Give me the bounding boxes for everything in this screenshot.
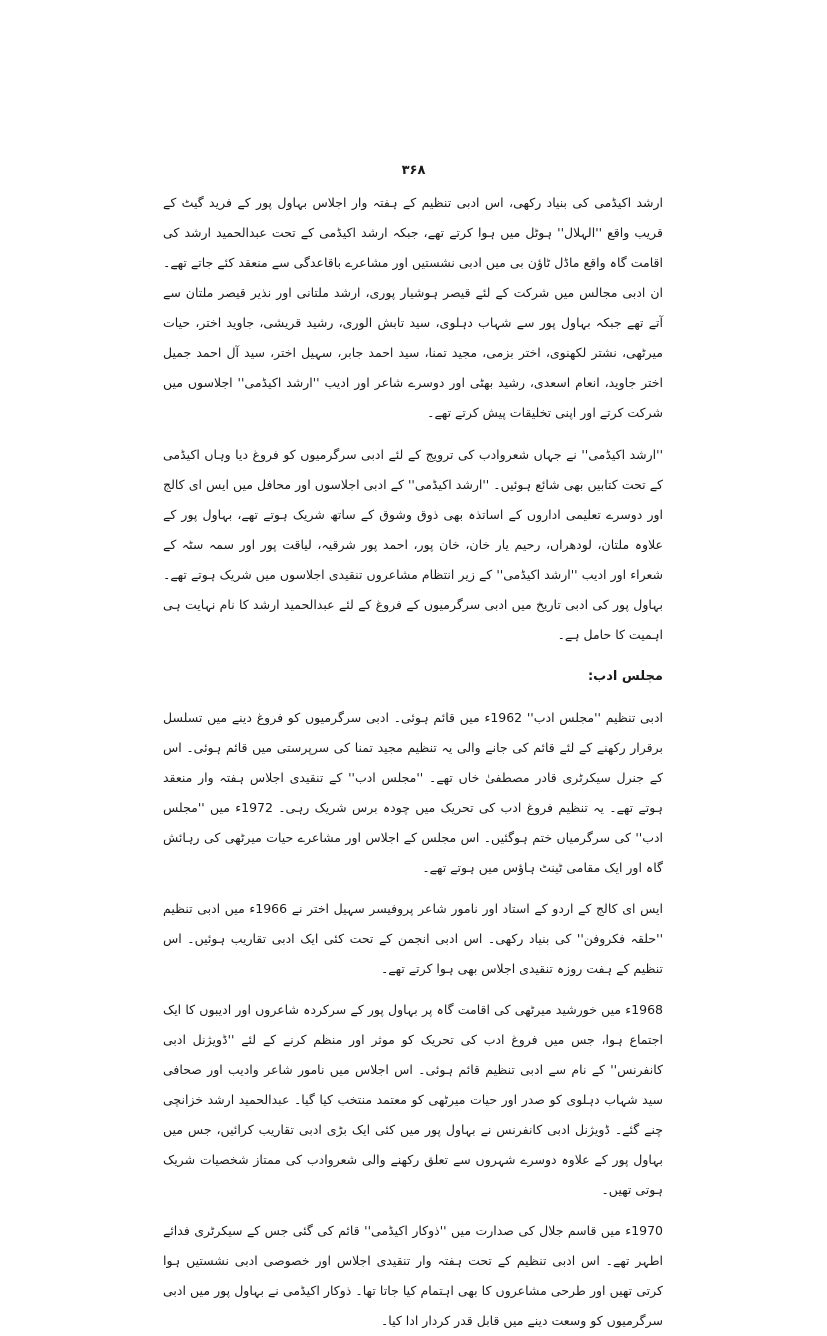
page-number: ۳۶۸ <box>401 163 426 178</box>
section-heading-majlis-adab: مجلس ادب: <box>587 669 663 684</box>
paragraph-arshad-academy-activities: ''ارشد اکیڈمی'' نے جہاں شعروادب کی ترویج کے لئے ادبی سرگرمیوں کو فروغ دیا وہاں اکیڈمی کے تحت کتابیں بھی شائع ہوئیں۔ ''ارشد اکیڈمی'' کے ادبی اجلاسوں اور محافل میں ایس ای کالج اور دوسرے تعلیمی اداروں کے اساتذہ بھی ذوق وشوق کے ساتھ شریک ہوتے تھے، بہاول پور کے علاوہ ملتان، لودھراں، رحیم یار خان، خان پور، احمد پور شرقیہ، لیاقت پور اور سمہ سٹہ کے شعراء اور ادیب ''ارشد اکیڈمی'' کے زیر انتظام مشاعروں تنقیدی اجلاسوں میں شریک ہوتے تھے۔ بہاول پور کی ادبی تاریخ میں ادبی سرگرمیوں کے فروغ کے لئے عبدالحمید ارشد کا نام نہایت ہی اہمیت کا حامل ہے۔ <box>163 447 663 642</box>
paragraph-divisional-adabi-conference: 1968ء میں خورشید میرٹھی کی اقامت گاہ پر بہاول پور کے سرکردہ شاعروں اور ادیبوں کا ایک اجتماع ہوا، جس میں فروغ ادب کی تحریک کو موثر اور منظم کرنے کے لئے ''ڈویژنل ادبی کانفرنس'' کے نام سے ادبی تنظیم قائم ہوئی۔ اس اجلاس میں نامور شاعر وادیب اور صحافی سید شہاب دہلوی کو صدر اور حیات میرٹھی کو معتمد منتخب کیا گیا۔ عبدالحمید ارشد خزانچی چنے گئے۔ ڈویژنل ادبی کانفرنس نے بہاول پور میں کئی ایک بڑی ادبی تقاریب کرائیں، جس میں بہاول پور کے علاوہ دوسرے شہروں سے تعلق رکھنے والی شعروادب کی ممتاز شخصیات شریک ہوتی تھیں۔ <box>163 1002 663 1197</box>
paragraph-halqa-fikr-o-fan: ایس ای کالج کے اردو کے استاد اور نامور شاعر پروفیسر سہیل اختر نے 1966ء میں ادبی تنظیم ''حلقہ فکروفن'' کی بنیاد رکھی۔ اس ادبی انجمن کے تحت کئی ایک ادبی تقاریب ہوئیں۔ اس تنظیم کے ہفت روزہ تنقیدی اجلاس بھی ہوا کرتے تھے۔ <box>163 901 663 976</box>
paragraph-arshad-academy-founding: ارشد اکیڈمی کی بنیاد رکھی، اس ادبی تنظیم کے ہفتہ وار اجلاس بہاول پور کے فرید گیٹ کے قریب واقع ''الہلال'' ہوٹل میں ہوا کرتے تھے، جبکہ ارشد اکیڈمی کے تحت عبدالحمید ارشد کی اقامت گاہ واقع ماڈل ٹاؤن بی میں ادبی نشستیں اور مشاعرے باقاعدگی سے منعقد کئے جاتے تھے۔ ان ادبی مجالس میں شرکت کے لئے قیصر ہوشیار پوری، ارشد ملتانی اور نذیر قیصر ملتان سے آتے تھے جبکہ بہاول پور سے شہاب دہلوی، سید تابش الوری، رشید قریشی، جاوید اختر، حیات میرٹھی، نشتر لکھنوی، اختر بزمی، مجید تمنا، سید احمد جابر، سہیل اختر، سید آل احمد جمیل اختر جاوید، انعام اسعدی، رشید بھٹی اور دوسرے شاعر اور ادیب ''ارشد اکیڈمی'' اجلاسوں میں شرکت کرتے اور اپنی تخلیقات پیش کرتے تھے۔ <box>163 195 663 420</box>
paragraph-majlis-adab: ادبی تنظیم ''مجلس ادب'' 1962ء میں قائم ہوئی۔ ادبی سرگرمیوں کو فروغ دینے میں تسلسل برقرار رکھنے کے لئے قائم کی جانے والی یہ تنظیم مجید تمنا کی سرپرستی میں قائم ہوئی۔ اس کے جنرل سیکرٹری قادر مصطفیٰ خاں تھے۔ ''مجلس ادب'' کے تنقیدی اجلاس ہفتہ وار منعقد ہوتے تھے۔ یہ تنظیم فروغ ادب کی تحریک میں چودہ برس شریک رہی۔ 1972ء میں ''مجلس ادب'' کی سرگرمیاں ختم ہوگئیں۔ اس مجلس کے اجلاس اور مشاعرے حیات میرٹھی کی رہائش گاہ اور ایک مقامی ٹینٹ ہاؤس میں ہوتے تھے۔ <box>163 710 663 875</box>
page-body <box>163 188 663 1336</box>
paragraph-zokar-academy: 1970ء میں قاسم جلال کی صدارت میں ''ذوکار اکیڈمی'' قائم کی گئی جس کے سیکرٹری فدائے اطہر تھے۔ اس ادبی تنظیم کے تحت ہفتہ وار تنقیدی اجلاس اور خصوصی ادبی نشستیں ہوا کرتی تھیں اور طرحی مشاعروں کا بھی اہتمام کیا جاتا تھا۔ ذوکار اکیڈمی نے بہاول پور میں ادبی سرگرمیوں کو وسعت دینے میں قابل قدر کردار ادا کیا۔ <box>163 1223 663 1328</box>
